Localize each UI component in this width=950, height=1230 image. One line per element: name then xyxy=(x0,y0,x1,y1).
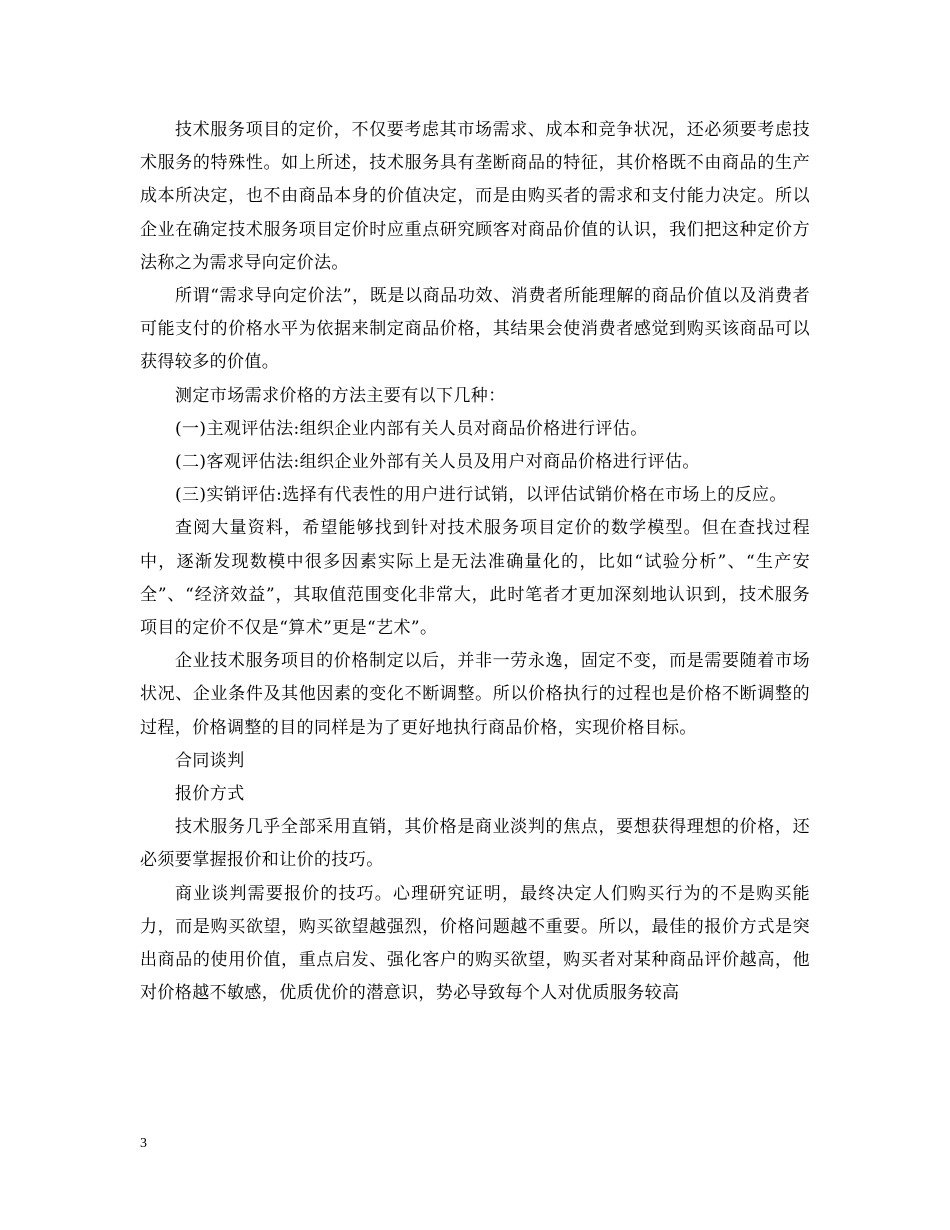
paragraph: 技术服务项目的定价，不仅要考虑其市场需求、成本和竞争状况，还必须要考虑技术服务的特殊性。如上所述，技术服务具有垄断商品的特征，其价格既不由商品的生产成本所决定，也不由商品本身的价值决定，而是由购买者的需求和支付能力决定。所以企业在确定技术服务项目定价时应重点研究顾客对商品价值的认识，我们把这种定价方法称之为需求导向定价法。 xyxy=(140,120,810,273)
list-item: (一)主观评估法:组织企业内部有关人员对商品价格进行评估。 xyxy=(175,418,648,439)
section-heading: 合同谈判 xyxy=(175,750,245,771)
paragraph: 查阅大量资料，希望能够找到针对技术服务项目定价的数学模型。但在查找过程中，逐渐发现数模中很多因素实际上是无法准确量化的，比如“试验分析”、“生产安全”、“经济效益”，其取值范围变化非常大，此时笔者才更加深刻地认识到，技术服务项目的定价不仅是“算术”更是“艺术”。 xyxy=(140,518,810,639)
paragraph: 商业谈判需要报价的技巧。心理研究证明，最终决定人们购买行为的不是购买能力，而是购买欲望，购买欲望越强烈，价格问题越不重要。所以，最佳的报价方式是突出商品的使用价值，重点启发、强化客户的购买欲望，购买者对某种商品评价越高，他对价格越不敏感，优质优价的潜意识，势必导致每个人对优质服务较高 xyxy=(140,883,810,1004)
page-number: 3 xyxy=(140,1136,147,1151)
list-item: (三)实销评估:选择有代表性的用户进行试销，以评估试销价格在市场上的反应。 xyxy=(175,485,787,506)
list-item: (二)客观评估法:组织企业外部有关人员及用户对商品价格进行评估。 xyxy=(175,452,700,473)
paragraph: 所谓“需求导向定价法”，既是以商品功效、消费者所能理解的商品价值以及消费者可能支付的价格水平为依据来制定商品价格，其结果会使消费者感觉到购买该商品可以获得较多的价值。 xyxy=(140,286,810,373)
section-heading: 报价方式 xyxy=(175,784,245,805)
paragraph: 技术服务几乎全部采用直销，其价格是商业淡判的焦点，要想获得理想的价格，还必须要掌握报价和让价的技巧。 xyxy=(140,817,810,871)
paragraph: 测定市场需求价格的方法主要有以下几种： xyxy=(175,385,506,406)
paragraph: 企业技术服务项目的价格制定以后，并非一劳永逸，固定不变，而是需要随着市场状况、企业条件及其他因素的变化不断调整。所以价格执行的过程也是价格不断调整的过程，价格调整的目的同样是为了更好地执行商品价格，实现价格目标。 xyxy=(140,651,810,738)
body-text xyxy=(140,114,810,1010)
